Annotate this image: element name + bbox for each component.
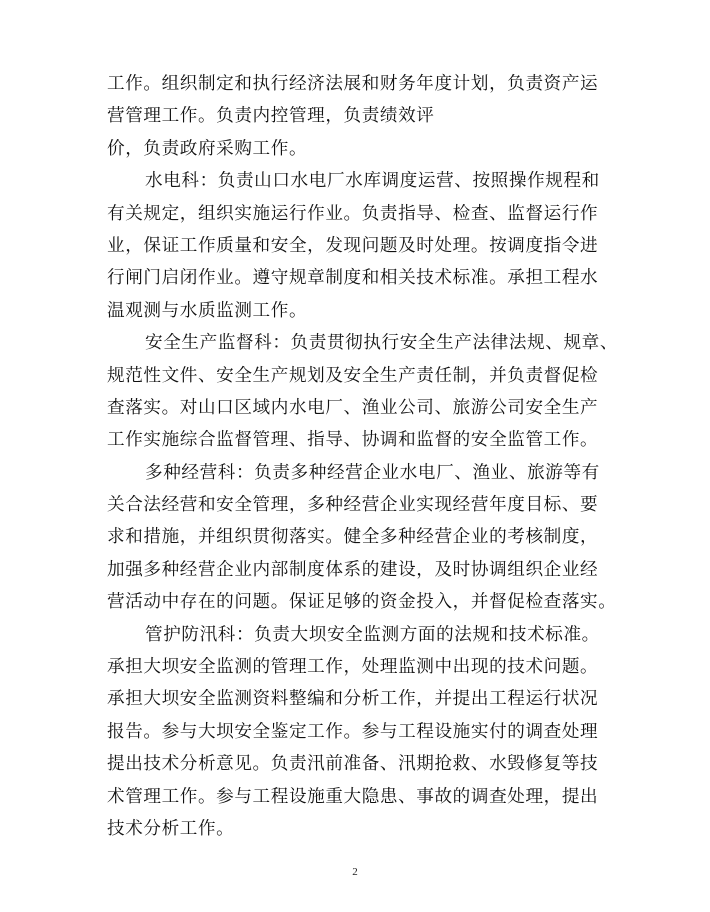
text-line: 工作实施综合监督管理、指导、协调和监督的安全监管工作。 — [107, 430, 599, 451]
text-line: 技术分析工作。 — [107, 818, 235, 839]
text-line: 营活动中存在的问题。保证足够的资金投入，并督促检查落实。 — [107, 592, 617, 613]
text-line: 承担大坝安全监测的管理工作，处理监测中出现的技术问题。 — [107, 657, 599, 678]
text-line: 营管理工作。负责内控管理，负责绩效评 — [107, 106, 435, 127]
text-line: 加强多种经营企业内部制度体系的建设，及时协调组织企业经 — [107, 559, 599, 580]
text-line: 工作。组织制定和执行经济法展和财务年度计划，负责资产运 — [107, 74, 599, 94]
text-line: 规范性文件、安全生产规划及安全生产责任制，并负责督促检 — [107, 365, 599, 386]
text-line: 价，负责政府采购工作。 — [107, 138, 308, 159]
text-line: 查落实。对山口区域内水电厂、渔业公司、旅游公司安全生产 — [107, 397, 599, 418]
document-body — [107, 68, 619, 845]
text-line: 行闸门启闭作业。遵守规章制度和相关技术标准。承担工程水 — [107, 268, 599, 289]
text-line: 承担大坝安全监测资料整编和分析工作，并提出工程运行状况 — [107, 689, 599, 710]
page-number: 2 — [352, 866, 358, 878]
paragraph-heading-line: 多种经营科：负责多种经营企业水电厂、渔业、旅游等有 — [145, 462, 600, 483]
text-line: 有关规定，组织实施运行作业。负责指导、检查、监督运行作 — [107, 203, 599, 224]
text-line: 提出技术分析意见。负责汛前准备、汛期抢救、水毁修复等技 — [107, 754, 599, 775]
text-line: 业，保证工作质量和安全，发现问题及时处理。按调度指令进 — [107, 235, 599, 256]
text-line: 术管理工作。参与工程设施重大隐患、事故的调查处理，提出 — [107, 786, 599, 807]
paragraph-heading-line: 水电科：负责山口水电厂水库调度运营、按照操作规程和 — [145, 171, 600, 192]
text-line: 关合法经营和安全管理，多种经营企业实现经营年度目标、要 — [107, 495, 599, 516]
text-line: 求和措施，并组织贯彻落实。健全多种经营企业的考核制度， — [107, 527, 599, 548]
paragraph-heading-line: 管护防汛科：负责大坝安全监测方面的法规和技术标准。 — [145, 624, 600, 645]
text-line: 报告。参与大坝安全鉴定工作。参与工程设施实付的调查处理 — [107, 721, 599, 742]
text-line: 温观测与水质监测工作。 — [107, 300, 308, 321]
paragraph-heading-line: 安全生产监督科：负责贯彻执行安全生产法律法规、规章、 — [145, 333, 619, 354]
